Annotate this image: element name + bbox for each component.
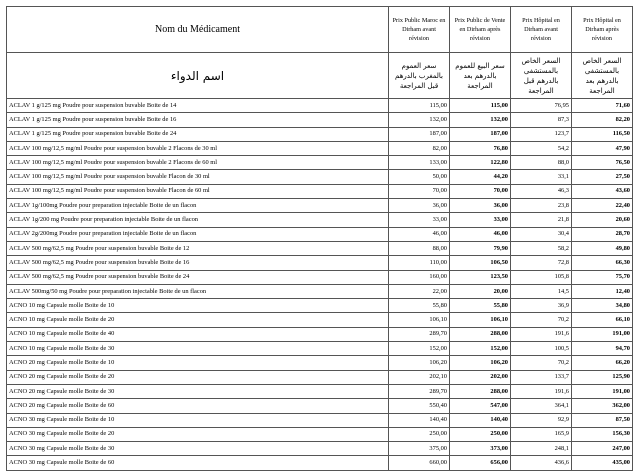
public-price-before-cell: 187,00 bbox=[389, 127, 450, 141]
table-row bbox=[7, 284, 633, 298]
drug-name-cell: ACNO 10 mg Capsule molle Boite de 40 bbox=[7, 327, 389, 341]
drug-name-cell: ACLAV 500 mg/62,5 mg Poudre pour suspension buvable Boite de 12 bbox=[7, 241, 389, 255]
table-row bbox=[7, 156, 633, 170]
drug-name-cell: ACLAV 100 mg/12,5 mg/ml Poudre pour suspension buvable 2 Flacons de 60 ml bbox=[7, 156, 389, 170]
hospital-price-after-cell: 247,00 bbox=[572, 442, 633, 456]
public-price-after-cell: 202,00 bbox=[450, 370, 511, 384]
hospital-price-before-cell: 54,2 bbox=[511, 141, 572, 155]
public-price-after-cell: 106,50 bbox=[450, 256, 511, 270]
hospital-price-before-cell: 76,95 bbox=[511, 99, 572, 113]
header-hospital-price-after: Prix Hôpital en Dirham après révision bbox=[572, 7, 633, 53]
public-price-before-cell: 550,40 bbox=[389, 399, 450, 413]
table-row bbox=[7, 141, 633, 155]
hospital-price-before-cell: 23,8 bbox=[511, 199, 572, 213]
header-name-fr: Nom du Médicament bbox=[7, 7, 389, 53]
header-public-price-after-ar: سعر البيع للعموم بالدرهم بعد المراجعة bbox=[450, 53, 511, 99]
public-price-before-cell: 110,00 bbox=[389, 256, 450, 270]
hospital-price-after-cell: 28,70 bbox=[572, 227, 633, 241]
hospital-price-before-cell: 191,6 bbox=[511, 384, 572, 398]
hospital-price-after-cell: 156,30 bbox=[572, 427, 633, 441]
drug-name-cell: ACLAV 100 mg/12,5 mg/ml Poudre pour suspension buvable 2 Flacons de 30 ml bbox=[7, 141, 389, 155]
hospital-price-after-cell: 75,70 bbox=[572, 270, 633, 284]
public-price-after-cell: 122,80 bbox=[450, 156, 511, 170]
hospital-price-after-cell: 71,60 bbox=[572, 99, 633, 113]
public-price-after-cell: 250,00 bbox=[450, 427, 511, 441]
public-price-before-cell: 660,00 bbox=[389, 456, 450, 470]
drug-name-cell: ACLAV 100 mg/12,5 mg/ml Poudre pour suspension buvable Flacon de 60 ml bbox=[7, 184, 389, 198]
hospital-price-before-cell: 92,9 bbox=[511, 413, 572, 427]
table-row bbox=[7, 413, 633, 427]
table-row bbox=[7, 127, 633, 141]
hospital-price-before-cell: 70,2 bbox=[511, 313, 572, 327]
hospital-price-after-cell: 12,40 bbox=[572, 284, 633, 298]
drug-name-cell: ACNO 20 mg Capsule molle Boite de 60 bbox=[7, 399, 389, 413]
drug-name-cell: ACNO 30 mg Capsule molle Boite de 60 bbox=[7, 456, 389, 470]
drug-name-cell: ACNO 30 mg Capsule molle Boite de 30 bbox=[7, 442, 389, 456]
public-price-before-cell: 70,00 bbox=[389, 184, 450, 198]
hospital-price-before-cell: 133,7 bbox=[511, 370, 572, 384]
public-price-after-cell: 115,00 bbox=[450, 99, 511, 113]
public-price-before-cell: 160,00 bbox=[389, 270, 450, 284]
drug-name-cell: ACLAV 500 mg/62,5 mg Poudre pour suspension buvable Boite de 24 bbox=[7, 270, 389, 284]
table-row bbox=[7, 327, 633, 341]
drug-name-cell: ACLAV 100 mg/12,5 mg/ml Poudre pour suspension buvable Flacon de 30 ml bbox=[7, 170, 389, 184]
hospital-price-after-cell: 76,50 bbox=[572, 156, 633, 170]
hospital-price-before-cell: 364,1 bbox=[511, 399, 572, 413]
public-price-before-cell: 289,70 bbox=[389, 384, 450, 398]
header-public-price-before-ar: سعر العموم بالمغرب بالدرهم قبل المراجعة bbox=[389, 53, 450, 99]
table-row bbox=[7, 184, 633, 198]
hospital-price-after-cell: 435,00 bbox=[572, 456, 633, 470]
drug-name-cell: ACNO 20 mg Capsule molle Boite de 30 bbox=[7, 384, 389, 398]
public-price-after-cell: 656,00 bbox=[450, 456, 511, 470]
table-row bbox=[7, 356, 633, 370]
public-price-after-cell: 20,00 bbox=[450, 284, 511, 298]
public-price-before-cell: 202,10 bbox=[389, 370, 450, 384]
table-row bbox=[7, 342, 633, 356]
hospital-price-before-cell: 33,1 bbox=[511, 170, 572, 184]
public-price-before-cell: 106,20 bbox=[389, 356, 450, 370]
hospital-price-before-cell: 105,8 bbox=[511, 270, 572, 284]
drug-name-cell: ACLAV 500 mg/62,5 mg Poudre pour suspension buvable Boite de 16 bbox=[7, 256, 389, 270]
hospital-price-after-cell: 191,00 bbox=[572, 384, 633, 398]
hospital-price-after-cell: 66,20 bbox=[572, 356, 633, 370]
drug-name-cell: ACNO 10 mg Capsule molle Boite de 30 bbox=[7, 342, 389, 356]
public-price-before-cell: 132,00 bbox=[389, 113, 450, 127]
hospital-price-before-cell: 436,6 bbox=[511, 456, 572, 470]
public-price-after-cell: 76,80 bbox=[450, 141, 511, 155]
public-price-after-cell: 46,00 bbox=[450, 227, 511, 241]
header-public-price-after: Prix Public de Vente en Dirham après révision bbox=[450, 7, 511, 53]
table-row bbox=[7, 442, 633, 456]
table-row bbox=[7, 270, 633, 284]
drug-name-cell: ACNO 30 mg Capsule molle Boite de 10 bbox=[7, 413, 389, 427]
drug-name-cell: ACLAV 500mg/50 mg Poudre pour preparation injectable Boite de un flacon bbox=[7, 284, 389, 298]
drug-name-cell: ACNO 10 mg Capsule molle Boite de 20 bbox=[7, 313, 389, 327]
drug-name-cell: ACNO 30 mg Capsule molle Boite de 20 bbox=[7, 427, 389, 441]
public-price-after-cell: 132,00 bbox=[450, 113, 511, 127]
drug-name-cell: ACLAV 2g/200mg Poudre pour preparation injectable Boite de un flacon bbox=[7, 227, 389, 241]
table-row bbox=[7, 384, 633, 398]
header-hospital-price-before-ar: السعر الخاص بالمستشفى بالدرهم قبل المراجعة bbox=[511, 53, 572, 99]
header-hospital-price-after-ar: السعر الخاص بالمستشفى بالدرهم بعد المراجعة bbox=[572, 53, 633, 99]
hospital-price-before-cell: 88,0 bbox=[511, 156, 572, 170]
public-price-before-cell: 36,00 bbox=[389, 199, 450, 213]
public-price-before-cell: 375,00 bbox=[389, 442, 450, 456]
public-price-after-cell: 288,00 bbox=[450, 384, 511, 398]
public-price-after-cell: 79,90 bbox=[450, 241, 511, 255]
table-row bbox=[7, 370, 633, 384]
hospital-price-before-cell: 70,2 bbox=[511, 356, 572, 370]
hospital-price-before-cell: 14,5 bbox=[511, 284, 572, 298]
public-price-after-cell: 547,00 bbox=[450, 399, 511, 413]
drug-name-cell: ACLAV 1 g/125 mg Poudre pour suspension buvable Boite de 24 bbox=[7, 127, 389, 141]
drug-name-cell: ACLAV 1g/200 mg Poudre pour preparation injectable Boite de un flacon bbox=[7, 213, 389, 227]
public-price-before-cell: 152,00 bbox=[389, 342, 450, 356]
drug-name-cell: ACNO 20 mg Capsule molle Boite de 20 bbox=[7, 370, 389, 384]
public-price-before-cell: 115,00 bbox=[389, 99, 450, 113]
table-row bbox=[7, 399, 633, 413]
drug-name-cell: ACLAV 1g/100mg Poudre pour preparation injectable Boite de un flacon bbox=[7, 199, 389, 213]
table-row bbox=[7, 113, 633, 127]
public-price-before-cell: 106,10 bbox=[389, 313, 450, 327]
hospital-price-after-cell: 125,90 bbox=[572, 370, 633, 384]
public-price-after-cell: 36,00 bbox=[450, 199, 511, 213]
hospital-price-after-cell: 66,10 bbox=[572, 313, 633, 327]
public-price-before-cell: 22,00 bbox=[389, 284, 450, 298]
hospital-price-after-cell: 49,80 bbox=[572, 241, 633, 255]
public-price-before-cell: 33,00 bbox=[389, 213, 450, 227]
price-table bbox=[6, 6, 633, 471]
hospital-price-before-cell: 123,7 bbox=[511, 127, 572, 141]
public-price-after-cell: 33,00 bbox=[450, 213, 511, 227]
hospital-price-after-cell: 20,60 bbox=[572, 213, 633, 227]
table-row bbox=[7, 99, 633, 113]
table-row bbox=[7, 199, 633, 213]
hospital-price-after-cell: 43,60 bbox=[572, 184, 633, 198]
hospital-price-after-cell: 191,00 bbox=[572, 327, 633, 341]
public-price-after-cell: 288,00 bbox=[450, 327, 511, 341]
public-price-after-cell: 140,40 bbox=[450, 413, 511, 427]
hospital-price-after-cell: 87,50 bbox=[572, 413, 633, 427]
public-price-before-cell: 250,00 bbox=[389, 427, 450, 441]
drug-name-cell: ACLAV 1 g/125 mg Poudre pour suspension buvable Boite de 16 bbox=[7, 113, 389, 127]
table-row bbox=[7, 213, 633, 227]
public-price-after-cell: 373,00 bbox=[450, 442, 511, 456]
hospital-price-before-cell: 36,9 bbox=[511, 299, 572, 313]
hospital-price-before-cell: 21,8 bbox=[511, 213, 572, 227]
header-public-price-before: Prix Public Maroc en Dirham avant révision bbox=[389, 7, 450, 53]
hospital-price-after-cell: 94,70 bbox=[572, 342, 633, 356]
drug-name-cell: ACNO 10 mg Capsule molle Boite de 10 bbox=[7, 299, 389, 313]
hospital-price-after-cell: 34,80 bbox=[572, 299, 633, 313]
public-price-before-cell: 50,00 bbox=[389, 170, 450, 184]
hospital-price-after-cell: 116,50 bbox=[572, 127, 633, 141]
hospital-price-after-cell: 47,90 bbox=[572, 141, 633, 155]
public-price-after-cell: 44,20 bbox=[450, 170, 511, 184]
public-price-before-cell: 88,00 bbox=[389, 241, 450, 255]
hospital-price-before-cell: 30,4 bbox=[511, 227, 572, 241]
public-price-before-cell: 82,00 bbox=[389, 141, 450, 155]
table-row bbox=[7, 241, 633, 255]
table-row bbox=[7, 313, 633, 327]
table-row bbox=[7, 299, 633, 313]
hospital-price-before-cell: 46,3 bbox=[511, 184, 572, 198]
hospital-price-before-cell: 58,2 bbox=[511, 241, 572, 255]
hospital-price-before-cell: 72,8 bbox=[511, 256, 572, 270]
table-row bbox=[7, 170, 633, 184]
header-hospital-price-before: Prix Hôpital en Dirham avant révision bbox=[511, 7, 572, 53]
public-price-after-cell: 152,00 bbox=[450, 342, 511, 356]
drug-name-cell: ACLAV 1 g/125 mg Poudre pour suspension buvable Boite de 14 bbox=[7, 99, 389, 113]
drug-name-cell: ACNO 20 mg Capsule molle Boite de 10 bbox=[7, 356, 389, 370]
public-price-after-cell: 123,50 bbox=[450, 270, 511, 284]
table-row bbox=[7, 256, 633, 270]
public-price-after-cell: 70,00 bbox=[450, 184, 511, 198]
hospital-price-after-cell: 82,20 bbox=[572, 113, 633, 127]
public-price-before-cell: 133,00 bbox=[389, 156, 450, 170]
public-price-before-cell: 46,00 bbox=[389, 227, 450, 241]
public-price-after-cell: 106,10 bbox=[450, 313, 511, 327]
public-price-after-cell: 55,80 bbox=[450, 299, 511, 313]
hospital-price-after-cell: 22,40 bbox=[572, 199, 633, 213]
public-price-after-cell: 187,00 bbox=[450, 127, 511, 141]
table-row bbox=[7, 456, 633, 470]
hospital-price-after-cell: 27,50 bbox=[572, 170, 633, 184]
hospital-price-before-cell: 191,6 bbox=[511, 327, 572, 341]
hospital-price-before-cell: 248,1 bbox=[511, 442, 572, 456]
public-price-after-cell: 106,20 bbox=[450, 356, 511, 370]
hospital-price-before-cell: 165,9 bbox=[511, 427, 572, 441]
public-price-before-cell: 289,70 bbox=[389, 327, 450, 341]
hospital-price-before-cell: 100,5 bbox=[511, 342, 572, 356]
table-row bbox=[7, 427, 633, 441]
table-row bbox=[7, 227, 633, 241]
hospital-price-after-cell: 66,30 bbox=[572, 256, 633, 270]
hospital-price-before-cell: 87,3 bbox=[511, 113, 572, 127]
public-price-before-cell: 140,40 bbox=[389, 413, 450, 427]
hospital-price-after-cell: 362,00 bbox=[572, 399, 633, 413]
header-name-ar: اسم الدواء bbox=[7, 53, 389, 99]
public-price-before-cell: 55,80 bbox=[389, 299, 450, 313]
